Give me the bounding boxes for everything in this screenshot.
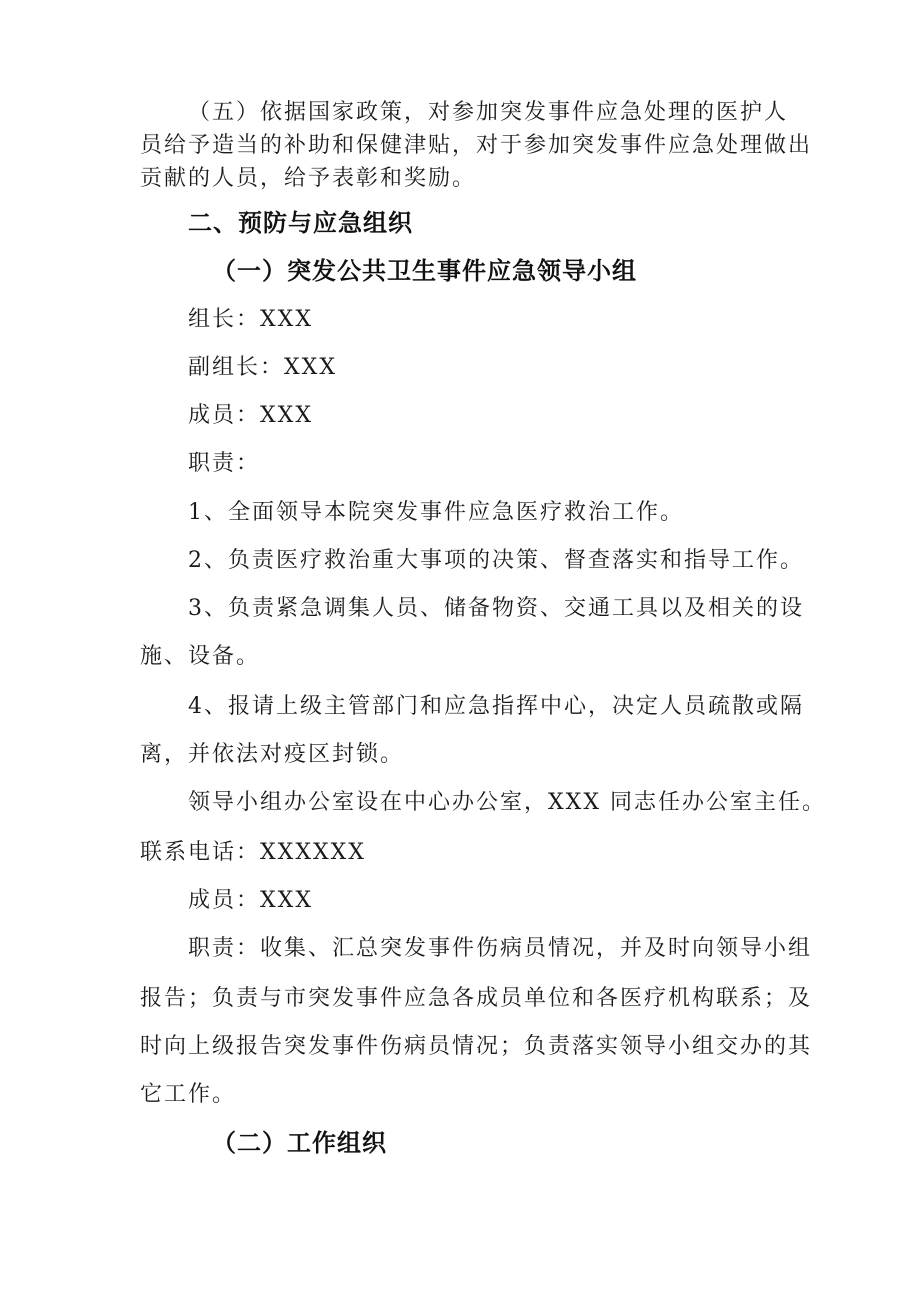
deputy-leader-line: 副组长：XXX [188, 355, 337, 380]
section-title-prevention-organization: 二、预防与应急组织 [188, 209, 413, 237]
para5-line1: （五）依据国家政策，对参加突发事件应急处理的医护人 [188, 100, 789, 125]
duty-item-1: 1、全面领导本院突发事件应急医疗救治工作。 [188, 500, 684, 525]
leader-line: 组长：XXX [188, 307, 313, 332]
duty-item-4-line1: 4、报请上级主管部门和应急指挥中心，决定人员疏散或隔 [188, 694, 804, 719]
office-duties-line3: 时向上级报告突发事件伤病员情况；负责落实领导小组交办的其 [140, 1034, 813, 1059]
subsection-title-work-organization: （二）工作组织 [212, 1129, 387, 1157]
duty-item-3-line1: 3、负责紧急调集人员、储备物资、交通工具以及相关的设 [188, 596, 804, 621]
office-duties-line4: 它工作。 [140, 1082, 237, 1107]
office-contact-phone: 联系电话：XXXXXX [140, 840, 366, 865]
office-line1: 领导小组办公室设在中心办公室，XXX 同志任办公室主任。 [188, 790, 826, 815]
duty-item-3-line2: 施、设备。 [140, 644, 261, 669]
office-duties-line1: 职责：收集、汇总突发事件伤病员情况，并及时向领导小组 [188, 936, 813, 961]
para5-line2: 员给予造当的补助和保健津贴，对于参加突发事件应急处理做出 [140, 133, 813, 158]
para5-line3: 贡献的人员，给予表彰和奖励。 [140, 166, 477, 191]
subsection-title-leadership-group: （一）突发公共卫生事件应急领导小组 [212, 257, 637, 285]
duty-item-2: 2、负责医疗救治重大事项的决策、督查落实和指导工作。 [188, 548, 804, 573]
office-duties-line2: 报告；负责与市突发事件应急各成员单位和各医疗机构联系；及 [140, 986, 813, 1011]
members-line: 成员：XXX [188, 403, 313, 428]
duty-item-4-line2: 离，并依法对疫区封锁。 [140, 742, 405, 767]
duties-label: 职责： [188, 451, 261, 476]
office-members-line: 成员：XXX [188, 888, 313, 913]
